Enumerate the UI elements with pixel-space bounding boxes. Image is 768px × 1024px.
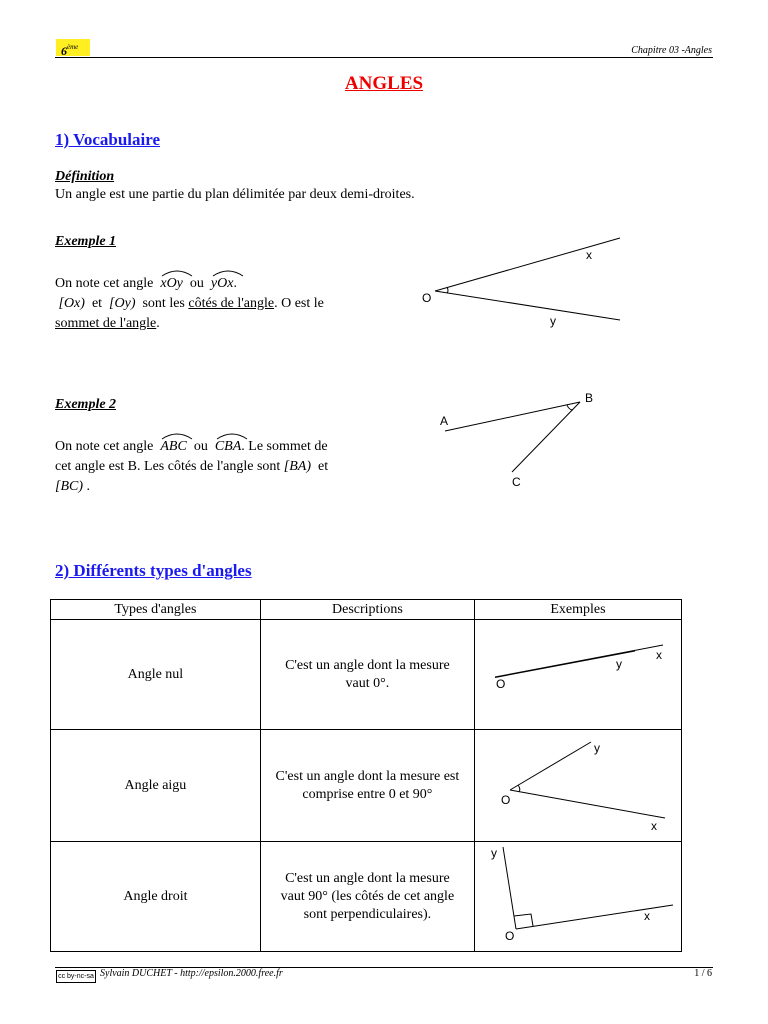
example1-label: Exemple 1 [55, 234, 117, 249]
chapter-label: Chapitre 03 -Angles [631, 45, 712, 56]
column-header: Descriptions [260, 600, 474, 620]
ray-ba [445, 402, 580, 431]
example1-angle-figure [410, 230, 630, 330]
ray-ox [435, 238, 620, 291]
page-title: ANGLES [344, 73, 424, 94]
example-cell [474, 730, 681, 842]
ray-label-x: x [586, 248, 592, 262]
description-line: sont perpendiculaires). [303, 906, 432, 922]
right-angle-marker [514, 914, 533, 926]
example1-line3 [55, 314, 365, 334]
table-row [51, 842, 682, 952]
text-run: . Le sommet de [241, 439, 328, 454]
angle-type-cell: Angle nul [51, 620, 261, 730]
description-cell [260, 730, 474, 842]
table-header-row [51, 600, 682, 620]
column-header: Exemples [474, 600, 681, 620]
vertex-label-b: B [585, 391, 594, 405]
angle-notation-yOx [211, 274, 234, 294]
ray-ox [495, 645, 663, 677]
example2-text [55, 437, 365, 497]
description-line: C'est un angle dont la mesure est [275, 768, 460, 784]
angle-type-cell: Angle droit [51, 842, 261, 952]
example2-line2 [55, 457, 365, 477]
text-run: sont les [142, 296, 185, 311]
null-angle-figure [475, 620, 681, 729]
description-cell [260, 620, 474, 730]
ray-oy [495, 651, 635, 678]
text-run: cet angle est B. Les côtés de l'angle sont [55, 459, 281, 474]
ray-label-y: y [593, 741, 600, 755]
text-run: et [91, 296, 103, 311]
example2-line1 [55, 437, 365, 457]
grade-badge [56, 39, 90, 56]
ray-label-x: x [643, 909, 650, 923]
point-label-c: C [512, 475, 521, 489]
definition-text: Un angle est une partie du plan délimitée par deux demi-droites. [55, 187, 415, 202]
example2-label: Exemple 2 [55, 397, 117, 412]
acute-angle-figure [475, 730, 681, 841]
angle-text: ABC [160, 439, 187, 454]
ray-oy [510, 742, 591, 790]
segment-notation: [BC) [55, 479, 83, 494]
segment-notation: [Oy) [109, 296, 136, 311]
vertex-label-o: O [500, 793, 511, 807]
point-label-a: A [440, 414, 449, 428]
text-run: On note cet angle [55, 439, 154, 454]
definition-label: Définition [55, 169, 115, 184]
grade-number: 6 [61, 44, 67, 58]
angle-arc [518, 785, 520, 792]
example1-line1 [55, 274, 365, 294]
angle-type-cell: Angle aigu [51, 730, 261, 842]
angle-text: yOx [210, 276, 234, 291]
column-header: Types d'angles [51, 600, 261, 620]
table-row [51, 620, 682, 730]
ray-label-y: y [550, 314, 556, 328]
example1-text [55, 274, 365, 334]
cc-license-logo: cc by-nc-sa [56, 970, 96, 983]
angle-notation-abc [160, 437, 186, 457]
grade-suffix: ème [67, 43, 79, 51]
text-run: . O est le [274, 296, 324, 311]
ray-oy [435, 291, 620, 320]
section-heading-vocabulaire: 1) Vocabulaire [55, 130, 161, 149]
ray-ox [510, 790, 665, 818]
vertex-label-o: O [504, 929, 515, 943]
angle-types-table [50, 599, 682, 952]
example-cell [474, 620, 681, 730]
text-run: ou [189, 276, 204, 291]
ray-bc [512, 402, 580, 472]
ray-label-x: x [650, 819, 657, 833]
description-line: C'est un angle dont la mesure [285, 657, 450, 673]
vertex-label-o: O [422, 291, 432, 305]
segment-notation: [Ox) [58, 296, 85, 311]
text-run: . [156, 316, 160, 331]
right-angle-figure [475, 842, 681, 951]
example-cell [474, 842, 681, 952]
ray-label-x: x [655, 648, 662, 662]
segment-notation: [BA) [283, 459, 312, 474]
section-heading-types: 2) Différents types d'angles [55, 561, 252, 580]
table-row [51, 730, 682, 842]
term-cotes: côtés de l'angle [188, 296, 275, 311]
angle-arc [447, 287, 448, 293]
example1-line2 [55, 294, 365, 314]
example2-angle-figure [430, 385, 610, 495]
text-run: . [86, 479, 90, 494]
description-line: comprise entre 0 et 90° [302, 786, 433, 802]
angle-text: xOy [160, 276, 183, 291]
angle-notation-cba [215, 437, 241, 457]
description-line: vaut 90° (les côtés de cet angle [280, 888, 455, 904]
text-run: ou [193, 439, 208, 454]
angle-notation-xOy [160, 274, 183, 294]
ray-label-y: y [490, 846, 497, 860]
ray-oy [503, 847, 516, 929]
footer-author: Sylvain DUCHET - http://epsilon.2000.free.fr [100, 968, 283, 979]
text-run: . [233, 276, 237, 291]
example2-line3 [55, 477, 365, 497]
vertex-label-o: O [495, 677, 506, 691]
angle-arc [567, 405, 573, 410]
description-line: C'est un angle dont la mesure [285, 870, 450, 886]
ray-label-y: y [615, 657, 622, 671]
description-line: vaut 0°. [345, 675, 390, 691]
description-cell [260, 842, 474, 952]
angle-text: CBA [214, 439, 242, 454]
page-number: 1 / 6 [694, 968, 712, 979]
term-sommet: sommet de l'angle [55, 316, 157, 331]
text-run: et [318, 459, 329, 474]
header-divider [55, 57, 713, 58]
text-run: On note cet angle [55, 276, 154, 291]
